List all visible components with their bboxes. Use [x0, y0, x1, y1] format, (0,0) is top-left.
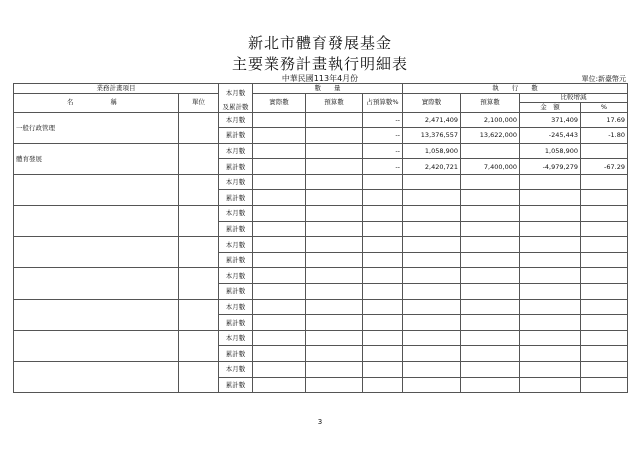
- qty-actual-cell: [253, 284, 306, 300]
- actual-cell: 1,058,900: [403, 143, 461, 159]
- qty-pct-cell: [363, 346, 403, 362]
- diff-pct-cell: -67.29: [581, 159, 628, 175]
- actual-cell: [403, 330, 461, 346]
- diff-cell: [520, 190, 581, 206]
- actual-cell: 13,376,557: [403, 128, 461, 144]
- name-header: 名 稱: [14, 93, 179, 112]
- item-name-cell: [14, 206, 179, 237]
- diff-pct-cell: [581, 330, 628, 346]
- qty-actual-cell: [253, 159, 306, 175]
- diff-cell: [520, 362, 581, 378]
- qty-pct-cell: [363, 315, 403, 331]
- plan-item-header: 業務計畫項目: [14, 84, 219, 94]
- actual-cell: [403, 268, 461, 284]
- diff-cell: [520, 377, 581, 393]
- currency-unit: 單位:新臺幣元: [581, 75, 626, 83]
- qty-pct-cell: --: [363, 143, 403, 159]
- diff-cell: [520, 299, 581, 315]
- actual-cell: [403, 252, 461, 268]
- period-type-cell: 累計數: [219, 159, 253, 175]
- actual-cell: 2,471,409: [403, 112, 461, 128]
- diff-pct-cell: [581, 346, 628, 362]
- qty-budget-cell: [306, 206, 363, 222]
- budget-cell: [461, 362, 520, 378]
- qty-actual-cell: [253, 299, 306, 315]
- qty-budget-cell: [306, 159, 363, 175]
- period-type-cell: 本月數: [219, 330, 253, 346]
- budget-cell: [461, 190, 520, 206]
- actual-cell: [403, 346, 461, 362]
- qty-pct-cell: [363, 362, 403, 378]
- diff-pct-cell: [581, 174, 628, 190]
- qty-budget-cell: [306, 252, 363, 268]
- period-type-cell: 本月數: [219, 143, 253, 159]
- diff-cell: [520, 206, 581, 222]
- item-name-cell: [14, 268, 179, 299]
- diff-pct-cell: [581, 268, 628, 284]
- diff-pct-cell: [581, 299, 628, 315]
- diff-pct-cell: [581, 377, 628, 393]
- page-number: 3: [317, 418, 323, 426]
- execution-header: 執 行 數: [403, 84, 628, 94]
- qty-budget-cell: [306, 346, 363, 362]
- item-unit-cell: [179, 174, 219, 205]
- qty-actual-cell: [253, 330, 306, 346]
- item-name-cell: [14, 330, 179, 361]
- budget-cell: [461, 252, 520, 268]
- qty-budget-cell: [306, 237, 363, 253]
- qty-pct-cell: [363, 174, 403, 190]
- item-unit-cell: [179, 112, 219, 143]
- actual-cell: [403, 237, 461, 253]
- diff-pct-cell: [581, 284, 628, 300]
- budget-cell: [461, 221, 520, 237]
- period-type-cell: 本月數: [219, 362, 253, 378]
- qty-pct-cell: [363, 252, 403, 268]
- actual-cell: [403, 190, 461, 206]
- qty-budget-header: 預算數: [306, 93, 363, 112]
- qty-actual-cell: [253, 174, 306, 190]
- exec-budget-header: 預算數: [461, 93, 520, 112]
- period-type-cell: 累計數: [219, 190, 253, 206]
- actual-cell: [403, 377, 461, 393]
- item-unit-cell: [179, 330, 219, 361]
- diff-pct-cell: [581, 237, 628, 253]
- period-type-cell: 本月數: [219, 112, 253, 128]
- budget-cell: [461, 284, 520, 300]
- item-name-cell: [14, 237, 179, 268]
- diff-cell: -245,443: [520, 128, 581, 144]
- qty-actual-cell: [253, 377, 306, 393]
- diff-cell: [520, 221, 581, 237]
- period-type-cell: 本月數: [219, 299, 253, 315]
- budget-cell: [461, 174, 520, 190]
- report-title: 主要業務計畫執行明細表: [231, 55, 408, 73]
- qty-budget-cell: [306, 284, 363, 300]
- qty-budget-cell: [306, 268, 363, 284]
- qty-budget-cell: [306, 377, 363, 393]
- actual-cell: [403, 206, 461, 222]
- diff-cell: [520, 268, 581, 284]
- table-row: [14, 143, 628, 159]
- diff-cell: -4,979,279: [520, 159, 581, 175]
- period-type-cell: 累計數: [219, 315, 253, 331]
- diff-pct-cell: [581, 221, 628, 237]
- period-type-cell: 累計數: [219, 221, 253, 237]
- qty-actual-cell: [253, 221, 306, 237]
- header-row-1: [14, 84, 628, 94]
- budget-cell: [461, 315, 520, 331]
- period-type-cell: 累計數: [219, 284, 253, 300]
- qty-pct-cell: [363, 206, 403, 222]
- qty-actual-cell: [253, 190, 306, 206]
- actual-cell: [403, 284, 461, 300]
- diff-cell: [520, 252, 581, 268]
- period-type-cell: 累計數: [219, 346, 253, 362]
- table-row: [14, 362, 628, 378]
- qty-actual-cell: [253, 206, 306, 222]
- exec-actual-header: 實際數: [403, 93, 461, 112]
- table-row: [14, 112, 628, 128]
- item-unit-cell: [179, 362, 219, 393]
- item-name-cell: 一般行政管理: [14, 112, 179, 143]
- qty-budget-cell: [306, 299, 363, 315]
- item-unit-cell: [179, 206, 219, 237]
- table-row: [14, 268, 628, 284]
- unit-header: 單位: [179, 93, 219, 112]
- diff-cell: 371,409: [520, 112, 581, 128]
- qty-pct-cell: --: [363, 128, 403, 144]
- item-unit-cell: [179, 268, 219, 299]
- budget-cell: 13,622,000: [461, 128, 520, 144]
- actual-cell: [403, 362, 461, 378]
- qty-actual-cell: [253, 237, 306, 253]
- budget-cell: [461, 143, 520, 159]
- qty-budget-cell: [306, 128, 363, 144]
- actual-cell: [403, 174, 461, 190]
- item-unit-cell: [179, 237, 219, 268]
- budget-cell: [461, 237, 520, 253]
- budget-cell: [461, 268, 520, 284]
- month-header-2: 及累計數: [219, 103, 253, 113]
- report-title-org: 新北市體育發展基金: [247, 34, 392, 52]
- budget-cell: 7,400,000: [461, 159, 520, 175]
- qty-budget-cell: [306, 112, 363, 128]
- diff-cell: [520, 346, 581, 362]
- budget-cell: [461, 330, 520, 346]
- qty-budget-cell: [306, 174, 363, 190]
- diff-cell: [520, 284, 581, 300]
- diff-pct-cell: 17.69: [581, 112, 628, 128]
- period-type-cell: 本月數: [219, 237, 253, 253]
- diff-pct-cell: [581, 143, 628, 159]
- qty-pct-cell: [363, 330, 403, 346]
- diff-cell: [520, 237, 581, 253]
- diff-cell: [520, 330, 581, 346]
- item-name-cell: 體育發展: [14, 143, 179, 174]
- budget-cell: [461, 346, 520, 362]
- month-header-1: 本月數: [219, 84, 253, 103]
- diff-cell: [520, 174, 581, 190]
- qty-pct-cell: [363, 190, 403, 206]
- qty-actual-cell: [253, 346, 306, 362]
- execution-detail-table: [13, 83, 628, 393]
- period-type-cell: 本月數: [219, 268, 253, 284]
- budget-cell: [461, 377, 520, 393]
- item-unit-cell: [179, 299, 219, 330]
- item-unit-cell: [179, 143, 219, 174]
- table-row: [14, 174, 628, 190]
- qty-actual-cell: [253, 315, 306, 331]
- table-row: [14, 330, 628, 346]
- qty-budget-cell: [306, 315, 363, 331]
- item-name-cell: [14, 362, 179, 393]
- actual-cell: [403, 221, 461, 237]
- qty-pct-cell: [363, 377, 403, 393]
- qty-actual-cell: [253, 143, 306, 159]
- diff-pct-cell: -1.80: [581, 128, 628, 144]
- period-type-cell: 累計數: [219, 252, 253, 268]
- qty-pct-cell: --: [363, 159, 403, 175]
- diff-pct-cell: [581, 190, 628, 206]
- qty-actual-cell: [253, 112, 306, 128]
- table-row: [14, 299, 628, 315]
- report-period: 中華民國113年4月份: [281, 74, 359, 83]
- amount-header: 金 額: [520, 103, 581, 113]
- qty-pct-cell: [363, 299, 403, 315]
- quantity-header: 數 量: [253, 84, 403, 94]
- diff-pct-cell: [581, 206, 628, 222]
- diff-cell: 1,058,900: [520, 143, 581, 159]
- period-type-cell: 本月數: [219, 174, 253, 190]
- period-type-cell: 累計數: [219, 128, 253, 144]
- actual-cell: [403, 299, 461, 315]
- diff-cell: [520, 315, 581, 331]
- qty-budget-cell: [306, 330, 363, 346]
- diff-pct-cell: [581, 315, 628, 331]
- compare-header: 比較增減: [520, 93, 628, 103]
- period-type-cell: 本月數: [219, 206, 253, 222]
- qty-pct-cell: [363, 237, 403, 253]
- qty-pct-cell: --: [363, 112, 403, 128]
- budget-cell: [461, 206, 520, 222]
- actual-cell: [403, 315, 461, 331]
- table-row: [14, 206, 628, 222]
- percent-header: %: [581, 103, 628, 113]
- diff-pct-cell: [581, 252, 628, 268]
- header-row-2: [14, 93, 628, 103]
- item-name-cell: [14, 174, 179, 205]
- qty-budget-cell: [306, 221, 363, 237]
- qty-actual-header: 實際數: [253, 93, 306, 112]
- qty-budget-cell: [306, 362, 363, 378]
- qty-actual-cell: [253, 252, 306, 268]
- qty-actual-cell: [253, 268, 306, 284]
- qty-pct-header: 占預算數%: [363, 93, 403, 112]
- diff-pct-cell: [581, 362, 628, 378]
- budget-cell: 2,100,000: [461, 112, 520, 128]
- qty-budget-cell: [306, 143, 363, 159]
- period-type-cell: 累計數: [219, 377, 253, 393]
- qty-budget-cell: [306, 190, 363, 206]
- qty-pct-cell: [363, 221, 403, 237]
- budget-cell: [461, 299, 520, 315]
- qty-actual-cell: [253, 128, 306, 144]
- qty-pct-cell: [363, 284, 403, 300]
- actual-cell: 2,420,721: [403, 159, 461, 175]
- qty-pct-cell: [363, 268, 403, 284]
- table-row: [14, 237, 628, 253]
- item-name-cell: [14, 299, 179, 330]
- qty-actual-cell: [253, 362, 306, 378]
